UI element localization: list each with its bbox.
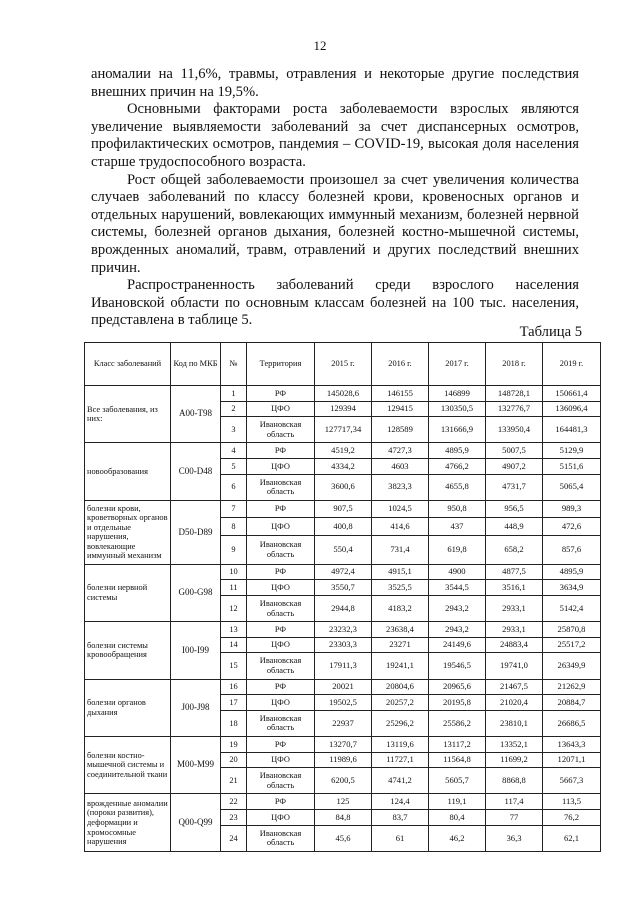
cell-value-2017: 11564,8: [429, 752, 486, 768]
cell-value-2019: 5142,4: [543, 595, 601, 621]
cell-value-2016: 731,4: [372, 535, 429, 564]
cell-value-2016: 20257,2: [372, 695, 429, 711]
cell-disease-class: врожденные аномалии (пороки развития), деформации и хромосомные нарушения: [85, 794, 171, 852]
cell-territory: Ивановская область: [247, 768, 315, 794]
cell-icd-code: A00-T98: [171, 386, 221, 443]
paragraph-2: Основными факторами роста заболеваемости взрослых являются увеличение выявляемости заболеваний за счет диспансерных осмотров, профилактических осмотров, пандемия – COVID-19, высокая доля населения старше трудоспособного возраста.: [91, 101, 579, 170]
cell-value-2018: 117,4: [486, 794, 543, 810]
cell-territory: Ивановская область: [247, 653, 315, 679]
cell-territory: ЦФО: [247, 518, 315, 535]
cell-value-2018: 2933,1: [486, 595, 543, 621]
cell-row-number: 3: [221, 417, 247, 443]
cell-value-2015: 19502,5: [315, 695, 372, 711]
cell-row-number: 18: [221, 710, 247, 736]
table-row: [85, 737, 601, 753]
cell-value-2017: 131666,9: [429, 417, 486, 443]
cell-territory: Ивановская область: [247, 417, 315, 443]
header-year-2019: 2019 г.: [543, 343, 601, 386]
cell-icd-code: G00-G98: [171, 564, 221, 621]
cell-value-2017: 2943,2: [429, 622, 486, 638]
cell-territory: ЦФО: [247, 810, 315, 826]
cell-disease-class: болезни органов дыхания: [85, 679, 171, 736]
cell-value-2016: 3525,5: [372, 580, 429, 596]
cell-territory: ЦФО: [247, 401, 315, 417]
cell-value-2016: 3823,3: [372, 474, 429, 500]
cell-territory: Ивановская область: [247, 474, 315, 500]
cell-value-2019: 26686,5: [543, 710, 601, 736]
cell-value-2017: 80,4: [429, 810, 486, 826]
cell-value-2017: 46,2: [429, 825, 486, 851]
cell-value-2016: 1024,5: [372, 500, 429, 517]
cell-territory: РФ: [247, 794, 315, 810]
cell-value-2015: 11989,6: [315, 752, 372, 768]
cell-value-2016: 4603: [372, 459, 429, 475]
cell-territory: РФ: [247, 564, 315, 580]
cell-value-2015: 2944,8: [315, 595, 372, 621]
cell-row-number: 6: [221, 474, 247, 500]
cell-value-2019: 5129,9: [543, 443, 601, 459]
cell-row-number: 24: [221, 825, 247, 851]
cell-value-2019: 12071,1: [543, 752, 601, 768]
cell-value-2016: 129415: [372, 401, 429, 417]
cell-value-2018: 13352,1: [486, 737, 543, 753]
cell-value-2019: 5151,6: [543, 459, 601, 475]
cell-row-number: 23: [221, 810, 247, 826]
cell-value-2016: 23271: [372, 637, 429, 653]
table-row: [85, 794, 601, 810]
cell-value-2019: 5065,4: [543, 474, 601, 500]
cell-value-2015: 3600,6: [315, 474, 372, 500]
cell-disease-class: болезни системы кровообращения: [85, 622, 171, 679]
cell-value-2016: 124,4: [372, 794, 429, 810]
cell-value-2018: 11699,2: [486, 752, 543, 768]
cell-value-2018: 133950,4: [486, 417, 543, 443]
cell-row-number: 7: [221, 500, 247, 517]
cell-icd-code: I00-I99: [171, 622, 221, 679]
cell-value-2019: 472,6: [543, 518, 601, 535]
cell-value-2017: 4766,2: [429, 459, 486, 475]
cell-value-2016: 128589: [372, 417, 429, 443]
cell-territory: Ивановская область: [247, 710, 315, 736]
cell-row-number: 19: [221, 737, 247, 753]
table-header-row: [85, 343, 601, 386]
cell-value-2016: 61: [372, 825, 429, 851]
cell-value-2015: 125: [315, 794, 372, 810]
cell-row-number: 2: [221, 401, 247, 417]
table-row: [85, 443, 601, 459]
header-territory: Территория: [247, 343, 315, 386]
cell-value-2017: 437: [429, 518, 486, 535]
cell-value-2015: 4519,2: [315, 443, 372, 459]
cell-disease-class: новообразования: [85, 443, 171, 500]
cell-value-2019: 25870,8: [543, 622, 601, 638]
paragraph-1: аномалии на 11,6%, травмы, отравления и некоторые другие последствия внешних причин на 19,5%.: [91, 66, 579, 100]
cell-value-2019: 62,1: [543, 825, 601, 851]
cell-territory: РФ: [247, 500, 315, 517]
cell-value-2019: 989,3: [543, 500, 601, 517]
cell-value-2018: 4877,5: [486, 564, 543, 580]
cell-value-2016: 4741,2: [372, 768, 429, 794]
cell-value-2016: 20804,6: [372, 679, 429, 695]
body-text: [91, 66, 579, 330]
table-caption: Таблица 5: [519, 324, 582, 340]
cell-disease-class: болезни костно-мышечной системы и соединительной ткани: [85, 737, 171, 794]
cell-row-number: 17: [221, 695, 247, 711]
cell-row-number: 10: [221, 564, 247, 580]
cell-value-2018: 24883,4: [486, 637, 543, 653]
cell-value-2016: 146155: [372, 386, 429, 402]
table-body: [85, 386, 601, 852]
cell-value-2019: 20884,7: [543, 695, 601, 711]
cell-value-2018: 448,9: [486, 518, 543, 535]
cell-territory: РФ: [247, 386, 315, 402]
header-class: Класс заболеваний: [85, 343, 171, 386]
cell-value-2018: 148728,1: [486, 386, 543, 402]
cell-value-2018: 36,3: [486, 825, 543, 851]
cell-territory: Ивановская область: [247, 595, 315, 621]
cell-row-number: 21: [221, 768, 247, 794]
cell-value-2015: 127717,34: [315, 417, 372, 443]
cell-territory: ЦФО: [247, 459, 315, 475]
cell-territory: ЦФО: [247, 752, 315, 768]
cell-value-2018: 77: [486, 810, 543, 826]
cell-territory: РФ: [247, 737, 315, 753]
cell-value-2016: 414,6: [372, 518, 429, 535]
cell-value-2019: 13643,3: [543, 737, 601, 753]
cell-value-2015: 13270,7: [315, 737, 372, 753]
cell-value-2017: 950,8: [429, 500, 486, 517]
table-row: [85, 564, 601, 580]
cell-value-2015: 23232,3: [315, 622, 372, 638]
cell-territory: РФ: [247, 679, 315, 695]
cell-value-2017: 4895,9: [429, 443, 486, 459]
cell-value-2017: 20195,8: [429, 695, 486, 711]
cell-row-number: 1: [221, 386, 247, 402]
cell-icd-code: C00-D48: [171, 443, 221, 500]
cell-value-2015: 400,8: [315, 518, 372, 535]
cell-value-2019: 26349,9: [543, 653, 601, 679]
cell-row-number: 4: [221, 443, 247, 459]
cell-value-2016: 19241,1: [372, 653, 429, 679]
cell-value-2015: 6200,5: [315, 768, 372, 794]
cell-value-2016: 4727,3: [372, 443, 429, 459]
cell-territory: ЦФО: [247, 637, 315, 653]
cell-value-2019: 164481,3: [543, 417, 601, 443]
cell-value-2017: 130350,5: [429, 401, 486, 417]
cell-value-2017: 119,1: [429, 794, 486, 810]
table-row: [85, 386, 601, 402]
cell-value-2015: 907,5: [315, 500, 372, 517]
cell-row-number: 14: [221, 637, 247, 653]
cell-value-2015: 23303,3: [315, 637, 372, 653]
cell-value-2017: 13117,2: [429, 737, 486, 753]
page-number: 12: [313, 38, 327, 53]
cell-value-2019: 3634,9: [543, 580, 601, 596]
cell-value-2015: 4972,4: [315, 564, 372, 580]
cell-value-2019: 857,6: [543, 535, 601, 564]
cell-value-2018: 21020,4: [486, 695, 543, 711]
cell-value-2019: 150661,4: [543, 386, 601, 402]
cell-value-2016: 13119,6: [372, 737, 429, 753]
header-year-2018: 2018 г.: [486, 343, 543, 386]
cell-row-number: 8: [221, 518, 247, 535]
cell-value-2017: 4900: [429, 564, 486, 580]
cell-value-2017: 3544,5: [429, 580, 486, 596]
cell-value-2019: 4895,9: [543, 564, 601, 580]
table-row: [85, 622, 601, 638]
cell-value-2018: 21467,5: [486, 679, 543, 695]
cell-value-2015: 129394: [315, 401, 372, 417]
cell-value-2019: 21262,9: [543, 679, 601, 695]
cell-icd-code: M00-M99: [171, 737, 221, 794]
cell-value-2015: 84,8: [315, 810, 372, 826]
cell-value-2017: 2943,2: [429, 595, 486, 621]
cell-value-2018: 8868,8: [486, 768, 543, 794]
paragraph-4: Распространенность заболеваний среди взрослого населения Ивановской области по основным классам болезней на 100 тыс. населения, представлена в таблице 5.: [91, 277, 579, 329]
header-year-2015: 2015 г.: [315, 343, 372, 386]
header-code: Код по МКБ: [171, 343, 221, 386]
cell-value-2017: 19546,5: [429, 653, 486, 679]
cell-value-2016: 83,7: [372, 810, 429, 826]
cell-value-2019: 25517,2: [543, 637, 601, 653]
cell-value-2019: 5667,3: [543, 768, 601, 794]
cell-icd-code: J00-J98: [171, 679, 221, 736]
cell-value-2015: 45,6: [315, 825, 372, 851]
cell-territory: РФ: [247, 622, 315, 638]
header-year-2016: 2016 г.: [372, 343, 429, 386]
cell-row-number: 13: [221, 622, 247, 638]
header-year-2017: 2017 г.: [429, 343, 486, 386]
morbidity-table: [84, 342, 601, 852]
cell-row-number: 15: [221, 653, 247, 679]
cell-value-2015: 4334,2: [315, 459, 372, 475]
cell-value-2018: 23810,1: [486, 710, 543, 736]
cell-row-number: 16: [221, 679, 247, 695]
cell-value-2018: 2933,1: [486, 622, 543, 638]
cell-value-2018: 4907,2: [486, 459, 543, 475]
cell-value-2015: 145028,6: [315, 386, 372, 402]
cell-value-2016: 4915,1: [372, 564, 429, 580]
cell-value-2015: 20021: [315, 679, 372, 695]
cell-row-number: 5: [221, 459, 247, 475]
cell-territory: РФ: [247, 443, 315, 459]
header-number: №: [221, 343, 247, 386]
cell-row-number: 20: [221, 752, 247, 768]
cell-icd-code: Q00-Q99: [171, 794, 221, 852]
cell-value-2018: 658,2: [486, 535, 543, 564]
cell-value-2019: 76,2: [543, 810, 601, 826]
cell-value-2015: 22937: [315, 710, 372, 736]
cell-row-number: 22: [221, 794, 247, 810]
cell-value-2017: 5605,7: [429, 768, 486, 794]
cell-value-2017: 619,8: [429, 535, 486, 564]
cell-row-number: 9: [221, 535, 247, 564]
cell-disease-class: болезни крови, кроветворных органов и отдельные нарушения, вовлекающие иммунный механизм: [85, 500, 171, 564]
table-row: [85, 679, 601, 695]
cell-territory: ЦФО: [247, 695, 315, 711]
cell-value-2018: 5007,5: [486, 443, 543, 459]
cell-disease-class: Все заболевания, из них:: [85, 386, 171, 443]
cell-territory: Ивановская область: [247, 825, 315, 851]
cell-value-2018: 19741,0: [486, 653, 543, 679]
cell-value-2019: 136096,4: [543, 401, 601, 417]
cell-value-2017: 20965,6: [429, 679, 486, 695]
cell-value-2016: 11727,1: [372, 752, 429, 768]
cell-value-2016: 23638,4: [372, 622, 429, 638]
paragraph-3: Рост общей заболеваемости произошел за счет увеличения количества случаев заболеваний по классу болезней крови, кровеносных органов и отдельных нарушений, вовлекающих иммунный механизм, болезней нервной системы, болезней органов дыхания, болезней костно-мышечной системы, врожденных аномалий, травм, отравлений и других последствий внешних причин.: [91, 171, 579, 276]
cell-value-2015: 17911,3: [315, 653, 372, 679]
cell-value-2017: 4655,8: [429, 474, 486, 500]
cell-value-2015: 550,4: [315, 535, 372, 564]
cell-row-number: 11: [221, 580, 247, 596]
cell-value-2018: 956,5: [486, 500, 543, 517]
cell-icd-code: D50-D89: [171, 500, 221, 564]
cell-value-2015: 3550,7: [315, 580, 372, 596]
cell-value-2018: 132776,7: [486, 401, 543, 417]
table-row: [85, 500, 601, 517]
cell-value-2017: 146899: [429, 386, 486, 402]
cell-territory: ЦФО: [247, 580, 315, 596]
cell-value-2018: 3516,1: [486, 580, 543, 596]
cell-value-2016: 4183,2: [372, 595, 429, 621]
cell-territory: Ивановская область: [247, 535, 315, 564]
cell-value-2016: 25296,2: [372, 710, 429, 736]
cell-value-2018: 4731,7: [486, 474, 543, 500]
cell-value-2017: 25586,2: [429, 710, 486, 736]
cell-value-2019: 113,5: [543, 794, 601, 810]
cell-row-number: 12: [221, 595, 247, 621]
cell-disease-class: болезни нервной системы: [85, 564, 171, 621]
cell-value-2017: 24149,6: [429, 637, 486, 653]
